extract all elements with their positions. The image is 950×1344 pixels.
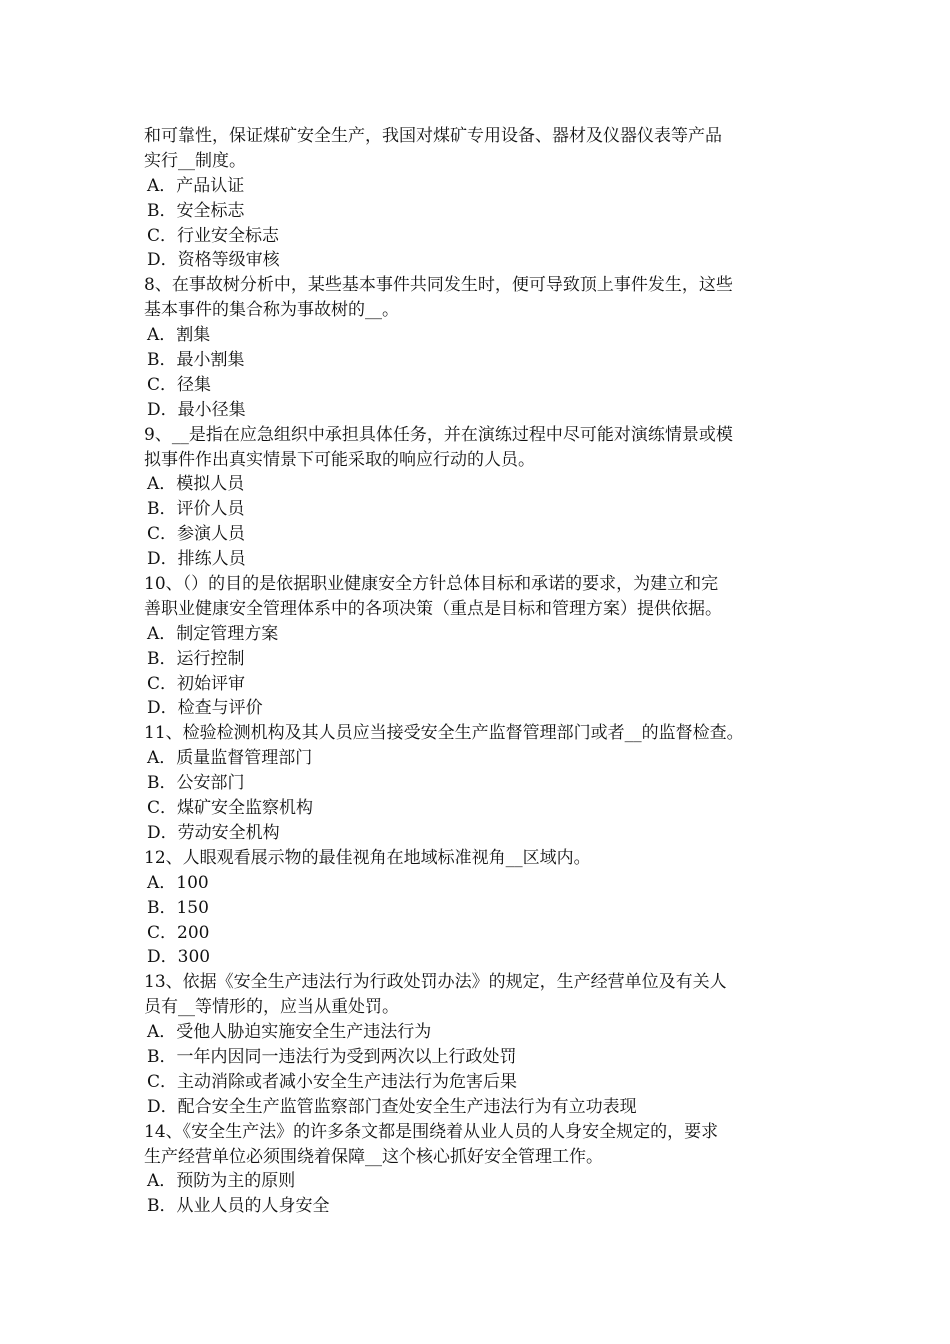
question-text-line: 和可靠性，保证煤矿安全生产，我国对煤矿专用设备、器材及仪器仪表等产品 — [144, 126, 722, 146]
answer-option: A．预防为主的原则 — [147, 1171, 296, 1192]
answer-option: B．一年内因同一违法行为受到两次以上行政处罚 — [147, 1046, 517, 1067]
answer-option: A．割集 — [147, 325, 211, 346]
question-text-line: 11、检验检测机构及其人员应当接受安全生产监督管理部门或者__的监督检查。 — [144, 723, 744, 744]
question-text-line: 9、__是指在应急组织中承担具体任务，并在演练过程中尽可能对演练情景或模 — [144, 424, 733, 445]
answer-option: C．煤矿安全监察机构 — [147, 798, 314, 819]
answer-option: D．300 — [147, 947, 211, 968]
answer-option: C．初始评审 — [147, 673, 246, 694]
question-text-line: 13、依据《安全生产违法行为行政处罚办法》的规定，生产经营单位及有关人 — [144, 972, 727, 993]
answer-option: A．受他人胁迫实施安全生产违法行为 — [147, 1022, 432, 1043]
answer-option: A．100 — [147, 872, 209, 893]
answer-option: B．150 — [147, 897, 209, 918]
answer-option: A．产品认证 — [147, 175, 245, 196]
answer-option: B．公安部门 — [147, 773, 245, 794]
answer-option: D．最小径集 — [147, 399, 246, 420]
answer-option: D．配合安全生产监管监察部门查处安全生产违法行为有立功表现 — [147, 1096, 637, 1117]
answer-option: A．质量监督管理部门 — [147, 748, 313, 769]
answer-option: C．主动消除或者减小安全生产违法行为危害后果 — [147, 1071, 518, 1092]
question-text-line: 基本事件的集合称为事故树的__。 — [144, 300, 399, 321]
question-text-line: 实行__制度。 — [144, 150, 246, 171]
answer-option: A．模拟人员 — [147, 474, 245, 495]
answer-option: B．安全标志 — [147, 200, 245, 221]
question-text-line: 12、人眼观看展示物的最佳视角在地域标准视角__区域内。 — [144, 847, 591, 868]
document-body — [144, 124, 812, 1219]
answer-option: D．资格等级审核 — [147, 250, 280, 271]
answer-option: B．最小割集 — [147, 350, 245, 371]
answer-option: B．运行控制 — [147, 648, 245, 669]
answer-option: A．制定管理方案 — [147, 623, 279, 644]
answer-option: D．检查与评价 — [147, 698, 263, 719]
answer-option: C．径集 — [147, 374, 212, 395]
answer-option: C．行业安全标志 — [147, 225, 280, 246]
answer-option: D．排练人员 — [147, 549, 246, 570]
answer-option: B．从业人员的人身安全 — [147, 1196, 330, 1217]
question-text-line: 善职业健康安全管理体系中的各项决策（重点是目标和管理方案）提供依据。 — [144, 598, 722, 619]
question-text-line: 生产经营单位必须围绕着保障__这个核心抓好安全管理工作。 — [144, 1146, 603, 1167]
answer-option: C．200 — [147, 922, 210, 943]
question-text-line: 8、在事故树分析中，某些基本事件共同发生时，便可导致顶上事件发生，这些 — [144, 275, 733, 296]
question-text-line: 14、《安全生产法》的许多条文都是围绕着从业人员的人身安全规定的，要求 — [144, 1121, 719, 1142]
question-text-line: 员有__等情形的，应当从重处罚。 — [144, 997, 399, 1018]
answer-option: B．评价人员 — [147, 499, 245, 520]
question-text-line: 拟事件作出真实情景下可能采取的响应行动的人员。 — [144, 449, 535, 470]
question-text-line: 10、（）的目的是依据职业健康安全方针总体目标和承诺的要求，为建立和完 — [144, 574, 719, 595]
answer-option: D．劳动安全机构 — [147, 822, 280, 843]
answer-option: C．参演人员 — [147, 524, 246, 545]
